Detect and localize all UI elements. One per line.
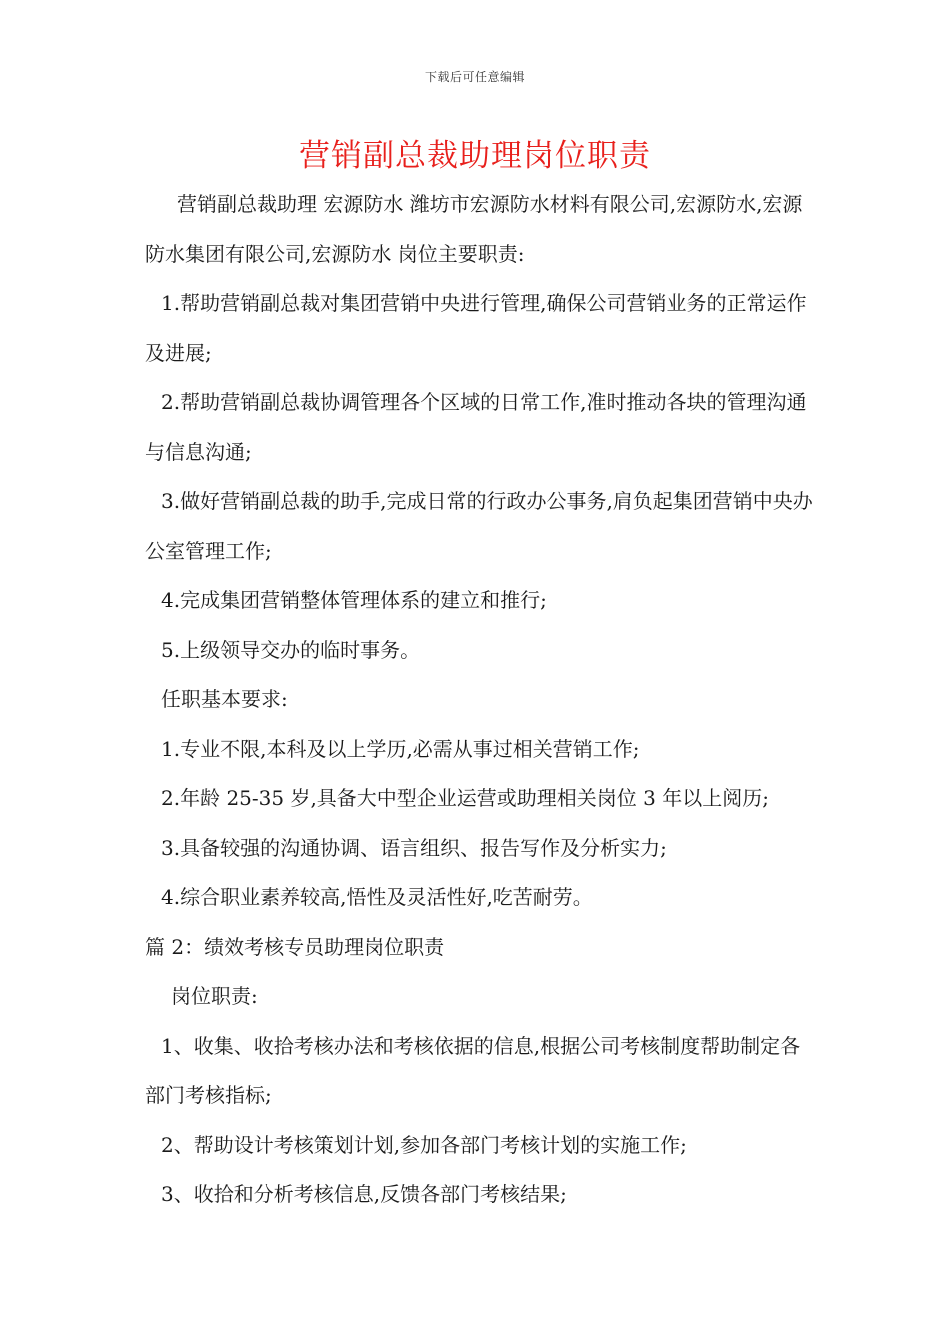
section-2-item-2: 2、帮助设计考核策划计划,参加各部门考核计划的实施工作; — [161, 1132, 687, 1157]
requirement-item-4: 4.综合职业素养较高,悟性及灵活性好,吃苦耐劳。 — [161, 885, 593, 909]
intro-paragraph: 营销副总裁助理 宏源防水 潍坊市宏源防水材料有限公司,宏源防水,宏源防水集团有限公司,宏源防水 岗位主要职责: — [145, 192, 803, 266]
requirements-heading: 任职基本要求: — [161, 687, 288, 711]
duty-item-3: 3.做好营销副总裁的助手,完成日常的行政办公事务,肩负起集团营销中央办公室管理工作; — [145, 489, 813, 563]
duty-item-1: 1.帮助营销副总裁对集团营销中央进行管理,确保公司营销业务的正常运作及进展; — [145, 291, 807, 365]
section-2-heading: 篇 2：绩效考核专员助理岗位职责 — [145, 934, 445, 959]
section-2-subheading: 岗位职责: — [171, 984, 258, 1008]
header-note: 下载后可任意编辑 — [424, 70, 525, 84]
duty-item-5: 5.上级领导交办的临时事务。 — [161, 637, 421, 662]
document-title: 营销副总裁助理岗位职责 — [299, 138, 651, 174]
section-2-item-1: 1、收集、收拾考核办法和考核依据的信息,根据公司考核制度帮助制定各部门考核指标; — [145, 1033, 801, 1107]
requirement-item-3: 3.具备较强的沟通协调、语言组织、报告写作及分析实力; — [161, 835, 667, 860]
requirement-item-2: 2.年龄 25-35 岁,具备大中型企业运营或助理相关岗位 3 年以上阅历; — [161, 786, 769, 810]
requirement-item-1: 1.专业不限,本科及以上学历,必需从事过相关营销工作; — [161, 736, 640, 761]
section-2-item-3: 3、收拾和分析考核信息,反馈各部门考核结果; — [161, 1182, 567, 1206]
duty-item-4: 4.完成集团营销整体管理体系的建立和推行; — [161, 588, 547, 612]
duty-item-2: 2.帮助营销副总裁协调管理各个区域的日常工作,准时推动各块的管理沟通与信息沟通; — [145, 390, 807, 464]
document-body — [145, 180, 817, 1220]
